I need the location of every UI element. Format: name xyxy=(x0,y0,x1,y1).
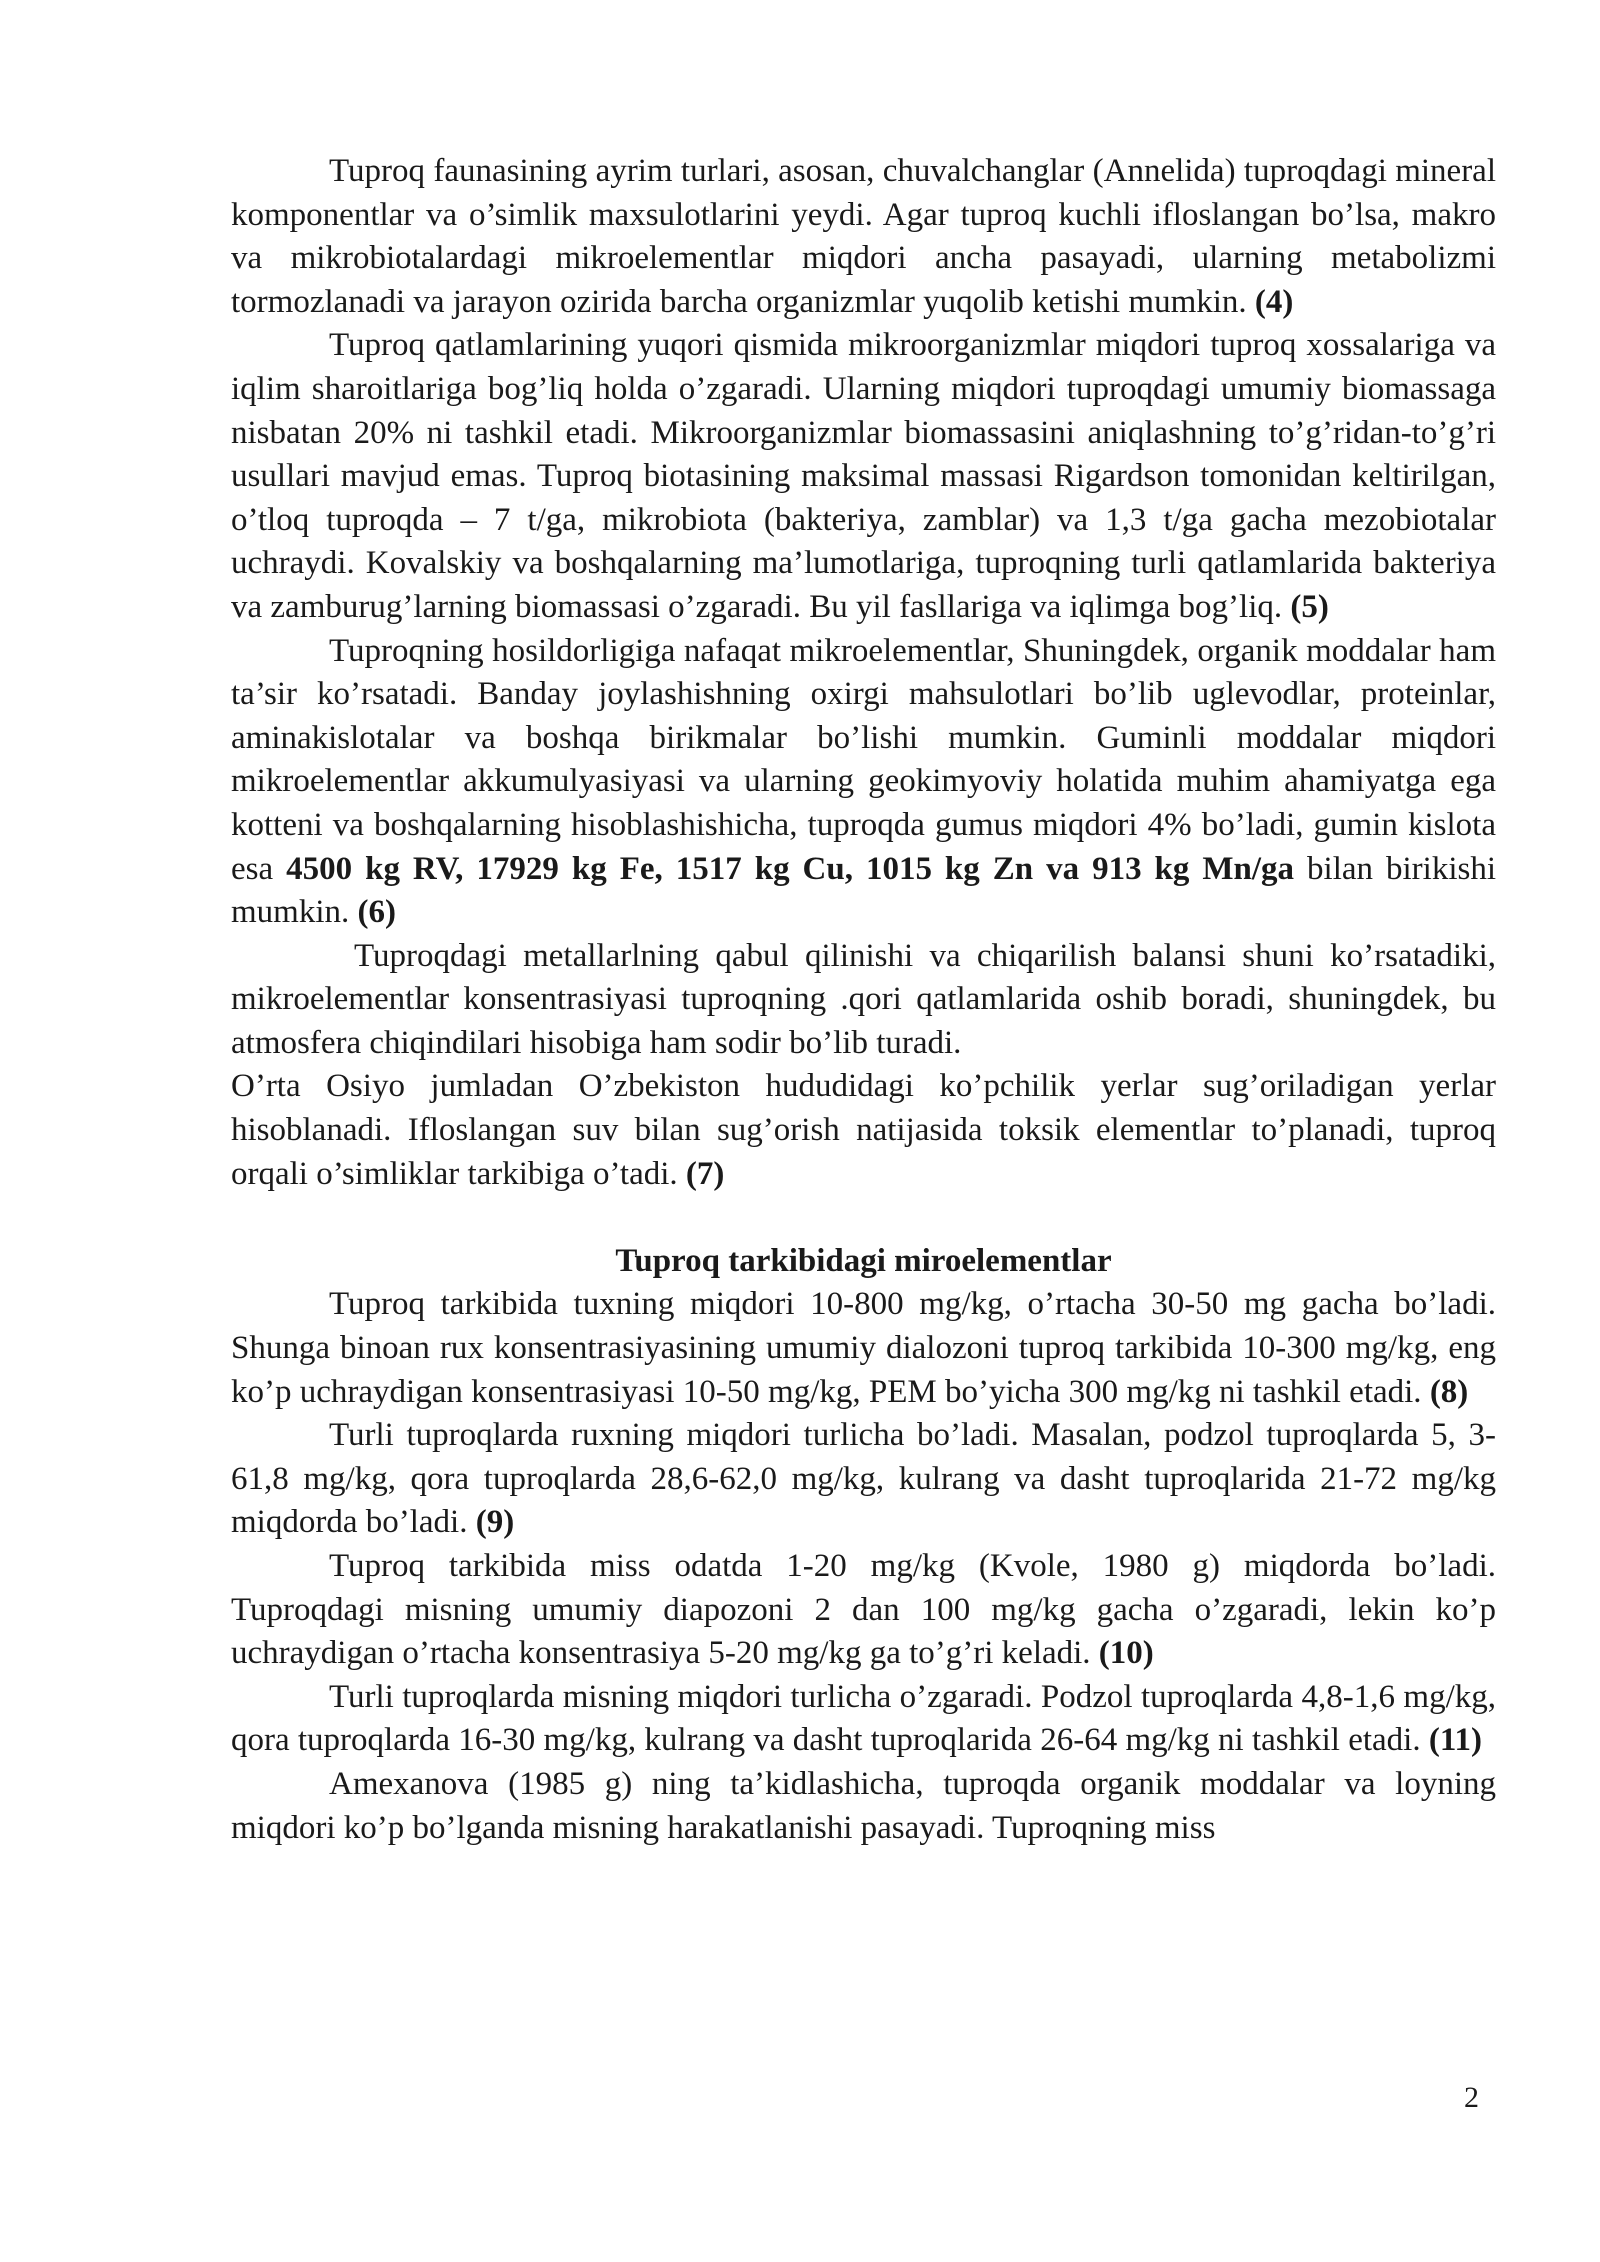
paragraph-text: Tuproq tarkibida tuxning miqdori 10-800 mg/kg, o’rtacha 30-50 mg gacha bo’ladi. Shunga binoan rux konsentrasiyasining umumiy dialozoni tuproq tarkibida 10-300 mg/kg, eng ko’p uchraydigan konsentrasiyasi 10-50 mg/kg, PEM bo’yicha 300 mg/kg ni tashkil etadi. xyxy=(231,1286,1496,1410)
paragraph-text: Turli tuproqlarda ruxning miqdori turlicha bo’ladi. Masalan, podzol tuproqlarda 5, 3-61,8 mg/kg, qora tuproqlarda 28,6-62,0 mg/kg, kulrang va dasht tuproqlarida 21-72 mg/kg miqdorda bo’ladi. xyxy=(231,1417,1496,1541)
section-heading: Tuproq tarkibidagi miroelementlar xyxy=(615,1242,1112,1279)
reference-marker: (11) xyxy=(1428,1722,1483,1759)
paragraph-text: Turli tuproqlarda misning miqdori turlicha o’zgaradi. Podzol tuproqlarda 4,8-1,6 mg/kg, qora tuproqlarda 16-30 mg/kg, kulrang va dasht tuproqlarida 26-64 mg/kg ni tashkil etadi. xyxy=(231,1678,1496,1759)
reference-marker: (5) xyxy=(1290,588,1329,625)
paragraph-text: Tuproq faunasining ayrim turlari, asosan, chuvalchanglar (Annelida) tuproqdagi mineral komponentlar va o’simlik maxsulotlarini yeydi. Agar tuproq kuchli ifloslangan bo’lsa, makro va mikrobiotalardagi mikroelementlar miqdori ancha pasayadi, ularning metabolizmi tormozlanadi va jarayon ozirida barcha organizmlar yuqolib ketishi mumkin. xyxy=(231,153,1496,320)
reference-marker: (8) xyxy=(1429,1373,1469,1410)
paragraph-copper-soils xyxy=(231,1676,1496,1763)
paragraph-text: Amexanova (1985 g) ning ta’kidlashicha, tuproqda organik moddalar va loyning miqdori ko’p bo’lganda misning harakatlanishi pasayadi. Tuproqning miss xyxy=(231,1765,1496,1846)
paragraph-zinc-soils xyxy=(231,1414,1496,1545)
page-number: 2 xyxy=(1464,2081,1479,2114)
paragraph-text: Tuproqdagi metallarlning qabul qilinishi va chiqarilish balansi shuni ko’rsatadiki, mikroelementlar konsentrasiyasi tuproqning .qori qatlamlarida oshib boradi, shuningdek, bu atmosfera chiqindilari hisobiga ham sodir bo’lib turadi. xyxy=(231,937,1496,1061)
paragraph-microorganisms xyxy=(231,324,1496,629)
paragraph-text: Tuproqning hosildorligiga nafaqat mikroelementlar, Shuningdek, organik moddalar ham ta’sir ko’rsatadi. Banday joylashishning oxirgi mahsulotlari bo’lib uglevodlar, proteinlar, aminakislotalar va boshqa birikmalar bo’lishi mumkin. Guminli moddalar miqdori mikroelementlar akkumulyasiyasi va ularning geokimyoviy holatida muhim ahamiyatga ega kotteni va boshqalarning hisoblashishicha, tuproqda gumus miqdori 4% bo’ladi, gumin kislota esa xyxy=(231,632,1496,887)
paragraph-zinc-content xyxy=(231,1283,1496,1414)
reference-marker: (6) xyxy=(357,894,396,931)
paragraph-text: O’rta Osiyo jumladan O’zbekiston hududidagi ko’pchilik yerlar sug’oriladigan yerlar hisoblanadi. Ifloslangan suv bilan sug’orish natijasida toksik elementlar to’planadi, tuproq orqali o’simliklar tarkibiga o’tadi. xyxy=(231,1068,1496,1192)
paragraph-text: Tuproq qatlamlarining yuqori qismida mikroorganizmlar miqdori tuproq xossalariga va iqlim sharoitlariga bog’liq holda o’zgaradi. Ularning miqdori tuproqdagi umumiy biomassaga nisbatan 20% ni tashkil etadi. Mikroorganizmlar biomassasini aniqlashning to’g’ridan-to’g’ri usullari mavjud emas. Tuproq biotasining maksimal massasi Rigardson tomonidan keltirilgan, o’tloq tuproqda – 7 t/ga, mikrobiota (bakteriya, zamblar) va 1,3 t/ga gacha mezobiotalar uchraydi. Kovalskiy va boshqalarning ma’lumotlariga, tuproqning turli qatlamlarida bakteriya va zamburug’larning biomassasi o’zgaradi. Bu yil fasllariga va iqlimga bog’liq. xyxy=(231,327,1496,625)
reference-marker: (7) xyxy=(685,1155,725,1192)
bold-quantities: 4500 kg RV, 17929 kg Fe, 1517 kg Cu, 1015 kg Zn va 913 kg Mn/ga xyxy=(286,850,1295,887)
reference-marker: (10) xyxy=(1098,1635,1154,1672)
paragraph-text: Tuproq tarkibida miss odatda 1-20 mg/kg (Kvole, 1980 g) miqdorda bo’ladi. Tuproqdagi misning umumiy diapozoni 2 dan 100 mg/kg gacha o’zgaradi, lekin ko’p uchraydigan o’rtacha konsentrasiya 5-20 mg/kg ga to’g’ri keladi. xyxy=(231,1548,1496,1672)
reference-marker: (9) xyxy=(475,1504,515,1541)
paragraph-metal-balance xyxy=(231,935,1496,1066)
paragraph-soil-fauna xyxy=(231,150,1496,324)
paragraph-central-asia xyxy=(231,1065,1496,1196)
paragraph-amexanova xyxy=(231,1763,1496,1850)
document-page xyxy=(231,150,1496,1850)
paragraph-text: bilan birikishi mumkin. xyxy=(231,850,1496,931)
paragraph-organic-matter xyxy=(231,630,1496,935)
paragraph-copper-content xyxy=(231,1545,1496,1676)
reference-marker: (4) xyxy=(1254,283,1294,320)
